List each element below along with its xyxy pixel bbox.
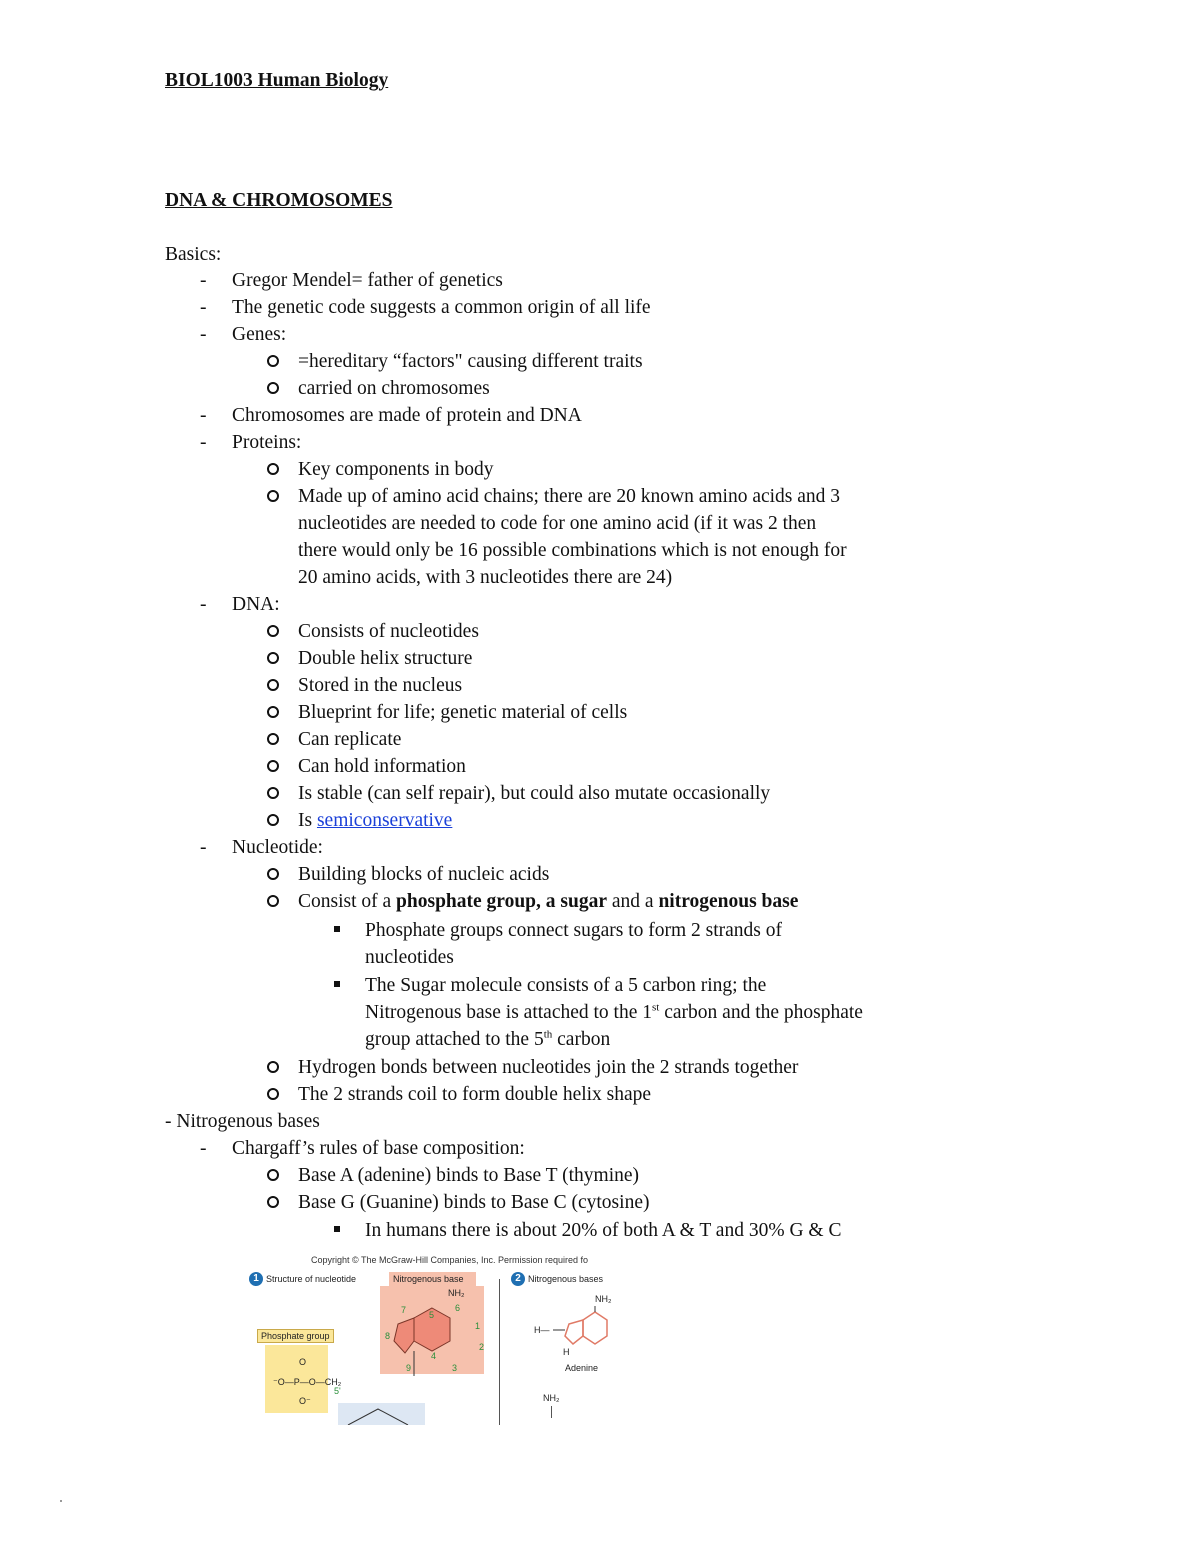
circle-bullet — [267, 733, 279, 745]
circle-bullet — [267, 814, 279, 826]
nucleotide-figure — [243, 1253, 628, 1425]
circle-bullet — [267, 490, 279, 502]
circle-bullet — [267, 1088, 279, 1100]
text-run: and a — [607, 891, 659, 912]
list-item: nucleotides are needed to code for one amino acid (if it was 2 then — [298, 513, 817, 534]
list-item: Consists of nucleotides — [298, 621, 479, 642]
list-item — [298, 889, 798, 915]
bold-text: nitrogenous base — [658, 891, 799, 912]
list-item — [365, 1000, 863, 1026]
list-item — [365, 1027, 610, 1053]
bond-line — [551, 1406, 552, 1418]
square-bullet — [334, 926, 340, 932]
list-item: In humans there is about 20% of both A & T and 30% G & C — [365, 1220, 842, 1241]
circle-bullet — [267, 1169, 279, 1181]
list-item: carried on chromosomes — [298, 378, 490, 399]
list-item — [298, 808, 452, 834]
list-item: Gregor Mendel= father of genetics — [232, 270, 503, 291]
list-item: Made up of amino acid chains; there are 20 known amino acids and 3 — [298, 486, 841, 507]
list-item: The Sugar molecule consists of a 5 carbon ring; the — [365, 975, 767, 996]
semiconservative-link[interactable]: semiconservative — [316, 810, 453, 831]
adenine-ring-diagram — [380, 1286, 484, 1376]
adenine-small-diagram — [543, 1306, 623, 1356]
panel-title: Structure of nucleotide — [266, 1274, 357, 1284]
atom-number: 1 — [475, 1321, 481, 1331]
circle-bullet — [267, 1061, 279, 1073]
panel-title: Nitrogenous bases — [528, 1274, 604, 1284]
list-item: Proteins: — [232, 432, 302, 453]
list-item: Can replicate — [298, 729, 402, 750]
panel-divider — [499, 1279, 500, 1425]
nh2-label: NH₂ — [543, 1393, 560, 1403]
sugar-ring-diagram — [338, 1403, 425, 1425]
circle-bullet — [267, 625, 279, 637]
superscript: st — [652, 1001, 660, 1014]
list-item: Stored in the nucleus — [298, 675, 463, 696]
list-item: Base A (adenine) binds to Base T (thymine) — [298, 1165, 640, 1186]
circle-bullet — [267, 1196, 279, 1208]
atom-number: 9 — [406, 1363, 412, 1373]
text-run: Nitrogenous base is attached to the 1 — [365, 1002, 653, 1023]
circle-bullet — [267, 787, 279, 799]
dash-bullet: - — [200, 405, 207, 426]
atom-number: 6 — [455, 1303, 461, 1313]
nh2-label: NH₂ — [448, 1288, 465, 1298]
list-item: =hereditary “factors" causing different traits — [298, 351, 643, 372]
circle-bullet — [267, 895, 279, 907]
copyright-caption: Copyright © The McGraw-Hill Companies, Inc. Permission required fo — [311, 1255, 589, 1265]
carbon-5-label: 5' — [334, 1386, 341, 1396]
circle-bullet — [267, 760, 279, 772]
list-item: The genetic code suggests a common origin of all life — [232, 297, 651, 318]
page-mark — [60, 1500, 62, 1502]
phosphate-formula: ⁻O—P—O—CH₂ — [273, 1377, 342, 1387]
list-item: Genes: — [232, 324, 287, 345]
dash-bullet: - — [200, 594, 207, 615]
panel-number: 2 — [511, 1272, 525, 1286]
list-item: Nucleotide: — [232, 837, 323, 858]
dash-bullet: - — [200, 1138, 207, 1159]
dash-bullet: - — [200, 837, 207, 858]
text-run: carbon and the phosphate — [659, 1002, 863, 1023]
basics-label: Basics: — [165, 244, 222, 265]
list-item: The 2 strands coil to form double helix shape — [298, 1084, 652, 1105]
list-item: Blueprint for life; genetic material of cells — [298, 702, 628, 723]
list-item: Double helix structure — [298, 648, 473, 669]
atom-number: 2 — [479, 1342, 485, 1352]
list-item: nucleotides — [365, 947, 454, 968]
list-item: - Nitrogenous bases — [165, 1111, 320, 1132]
atom-number: 4 — [431, 1351, 437, 1361]
circle-bullet — [267, 679, 279, 691]
atom-number: 8 — [385, 1331, 391, 1341]
list-item: Chromosomes are made of protein and DNA — [232, 405, 582, 426]
list-item: Is stable (can self repair), but could also mutate occasionally — [298, 783, 771, 804]
list-item: Phosphate groups connect sugars to form 2 strands of — [365, 920, 783, 941]
list-item: 20 amino acids, with 3 nucleotides there are 24) — [298, 567, 673, 588]
section-title: DNA & CHROMOSOMES — [165, 190, 393, 211]
list-item: Can hold information — [298, 756, 466, 777]
dash-bullet: - — [200, 297, 207, 318]
atom-number: 5 — [429, 1310, 435, 1320]
text-run: carbon — [552, 1029, 611, 1050]
panel-number: 1 — [249, 1272, 263, 1286]
list-item: Key components in body — [298, 459, 494, 480]
list-item: Building blocks of nucleic acids — [298, 864, 550, 885]
list-item: Chargaff’s rules of base composition: — [232, 1138, 525, 1159]
o-bottom-label: O⁻ — [299, 1396, 311, 1406]
dash-bullet: - — [200, 324, 207, 345]
list-item: Base G (Guanine) binds to Base C (cytosine) — [298, 1192, 650, 1213]
dash-bullet: - — [200, 270, 207, 291]
nitrogenous-base-label: Nitrogenous base — [393, 1274, 464, 1284]
h-dash-label: H— — [534, 1325, 550, 1335]
square-bullet — [334, 981, 340, 987]
atom-number: 7 — [401, 1305, 407, 1315]
square-bullet — [334, 1226, 340, 1232]
circle-bullet — [267, 463, 279, 475]
superscript: th — [543, 1028, 553, 1041]
course-title: BIOL1003 Human Biology — [165, 70, 389, 91]
list-item: Hydrogen bonds between nucleotides join the 2 strands together — [298, 1057, 799, 1078]
phosphate-label: Phosphate group — [257, 1329, 334, 1343]
text-run: Consist of a — [298, 891, 397, 912]
nh2-label: NH₂ — [595, 1294, 612, 1304]
circle-bullet — [267, 868, 279, 880]
circle-bullet — [267, 652, 279, 664]
circle-bullet — [267, 706, 279, 718]
list-item-prefix: Is — [298, 810, 317, 831]
circle-bullet — [267, 355, 279, 367]
bold-text: phosphate group, a sugar — [396, 891, 607, 912]
circle-bullet — [267, 382, 279, 394]
list-item: DNA: — [232, 594, 280, 615]
atom-number: 3 — [452, 1363, 458, 1373]
o-top-label: O — [299, 1357, 307, 1367]
text-run: group attached to the 5 — [365, 1029, 544, 1050]
h-label: H — [563, 1347, 570, 1357]
list-item: there would only be 16 possible combinations which is not enough for — [298, 540, 847, 561]
dash-bullet: - — [200, 432, 207, 453]
adenine-label: Adenine — [565, 1363, 599, 1373]
